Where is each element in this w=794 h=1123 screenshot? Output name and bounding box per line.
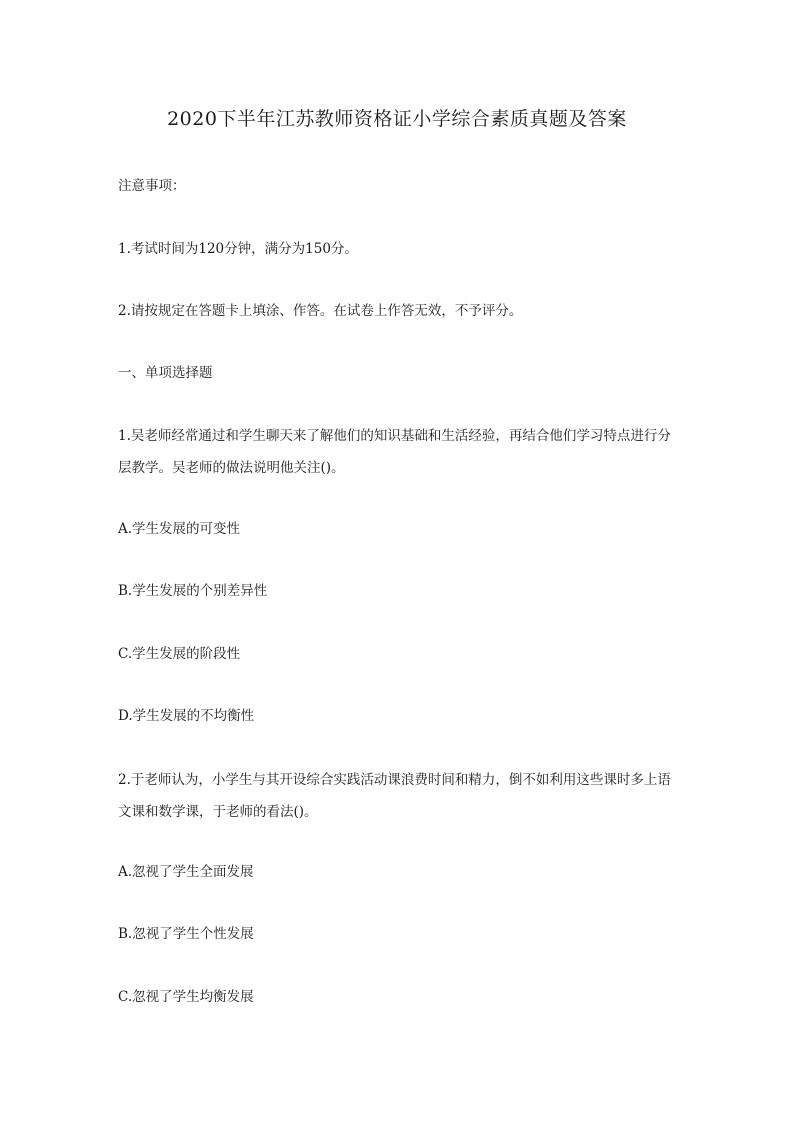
answer-option: A.学生发展的可变性	[118, 521, 241, 537]
answer-option: C.学生发展的阶段性	[118, 646, 241, 662]
answer-option: C.忽视了学生均衡发展	[118, 989, 254, 1005]
question-stem: 2.于老师认为，小学生与其开设综合实践活动课浪费时间和精力，倒不如利用这些课时多上语文课和数学课，于老师的看法()。	[118, 772, 671, 820]
notice-item: 2.请按规定在答题卡上填涂、作答。在试卷上作答无效，不予评分。	[118, 303, 523, 319]
answer-option: A.忽视了学生全面发展	[118, 864, 254, 880]
section-heading: 一、单项选择题	[118, 365, 213, 381]
notice-item: 1.考试时间为120分钟，满分为150分。	[118, 241, 358, 257]
question-stem: 1.吴老师经常通过和学生聊天来了解他们的知识基础和生活经验，再结合他们学习特点进行分层教学。吴老师的做法说明他关注()。	[118, 428, 671, 476]
answer-option: B.学生发展的个别差异性	[118, 583, 268, 599]
notice-heading: 注意事项：	[118, 178, 186, 194]
answer-option: B.忽视了学生个性发展	[118, 926, 254, 942]
answer-option: D.学生发展的不均衡性	[118, 708, 255, 724]
document-title: 2020下半年江苏教师资格证小学综合素质真题及答案	[167, 108, 627, 130]
